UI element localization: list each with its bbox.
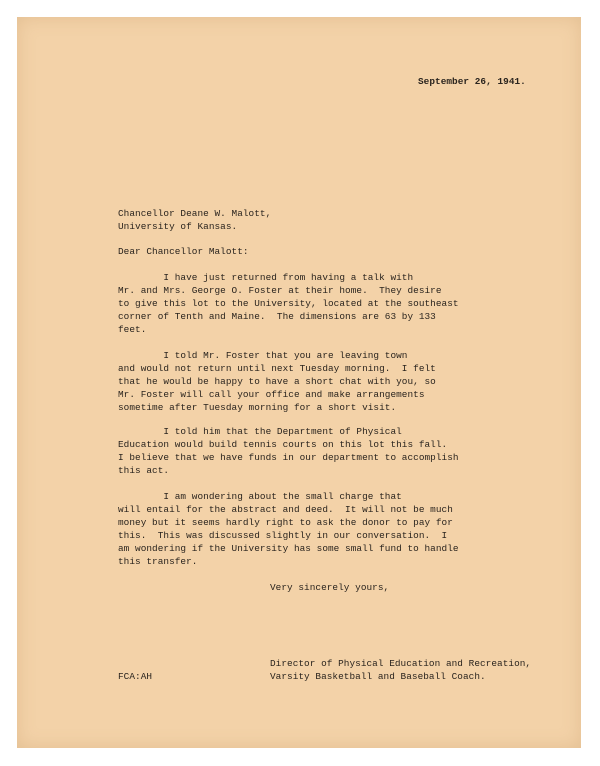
paragraph-line: this. This was discussed slightly in our conversation. I	[118, 530, 448, 541]
paragraph-line: that he would be happy to have a short chat with you, so	[118, 376, 436, 387]
recipient-institution: University of Kansas.	[118, 221, 238, 232]
paragraph-line: this act.	[118, 465, 170, 476]
paragraph-line: feet.	[118, 324, 147, 335]
paragraph-line: I told him that the Department of Physical	[118, 426, 402, 437]
reference-initials: FCA:AH	[118, 671, 153, 682]
closing: Very sincerely yours,	[270, 582, 390, 593]
recipient-name: Chancellor Deane W. Malott,	[118, 208, 272, 219]
paragraph-line: to give this lot to the University, located at the southeast	[118, 298, 459, 309]
paragraph-line: I have just returned from having a talk with	[118, 272, 414, 283]
paragraph-line: am wondering if the University has some small fund to handle	[118, 543, 459, 554]
paragraph-line: will entail for the abstract and deed. It will not be much	[118, 504, 453, 515]
paragraph-line: Mr. and Mrs. George O. Foster at their home. They desire	[118, 285, 442, 296]
paragraph-line: this transfer.	[118, 556, 198, 567]
paragraph-line: corner of Tenth and Maine. The dimensions are 63 by 133	[118, 311, 436, 322]
signature-title-line: Director of Physical Education and Recreation,	[270, 658, 532, 669]
paragraph-line: I am wondering about the small charge that	[118, 491, 402, 502]
paragraph-line: sometime after Tuesday morning for a short visit.	[118, 402, 397, 413]
paragraph-line: I told Mr. Foster that you are leaving town	[118, 350, 408, 361]
signature-title-line: Varsity Basketball and Baseball Coach.	[270, 671, 486, 682]
paragraph-line: Education would build tennis courts on this lot this fall.	[118, 439, 448, 450]
letter-date: September 26, 1941.	[418, 76, 526, 87]
paragraph-line: and would not return until next Tuesday morning. I felt	[118, 363, 436, 374]
paragraph-line: money but it seems hardly right to ask the donor to pay for	[118, 517, 453, 528]
paragraph-line: Mr. Foster will call your office and make arrangements	[118, 389, 425, 400]
salutation: Dear Chancellor Malott:	[118, 246, 249, 257]
paragraph-line: I believe that we have funds in our department to accomplish	[118, 452, 459, 463]
letter-page	[17, 17, 581, 748]
